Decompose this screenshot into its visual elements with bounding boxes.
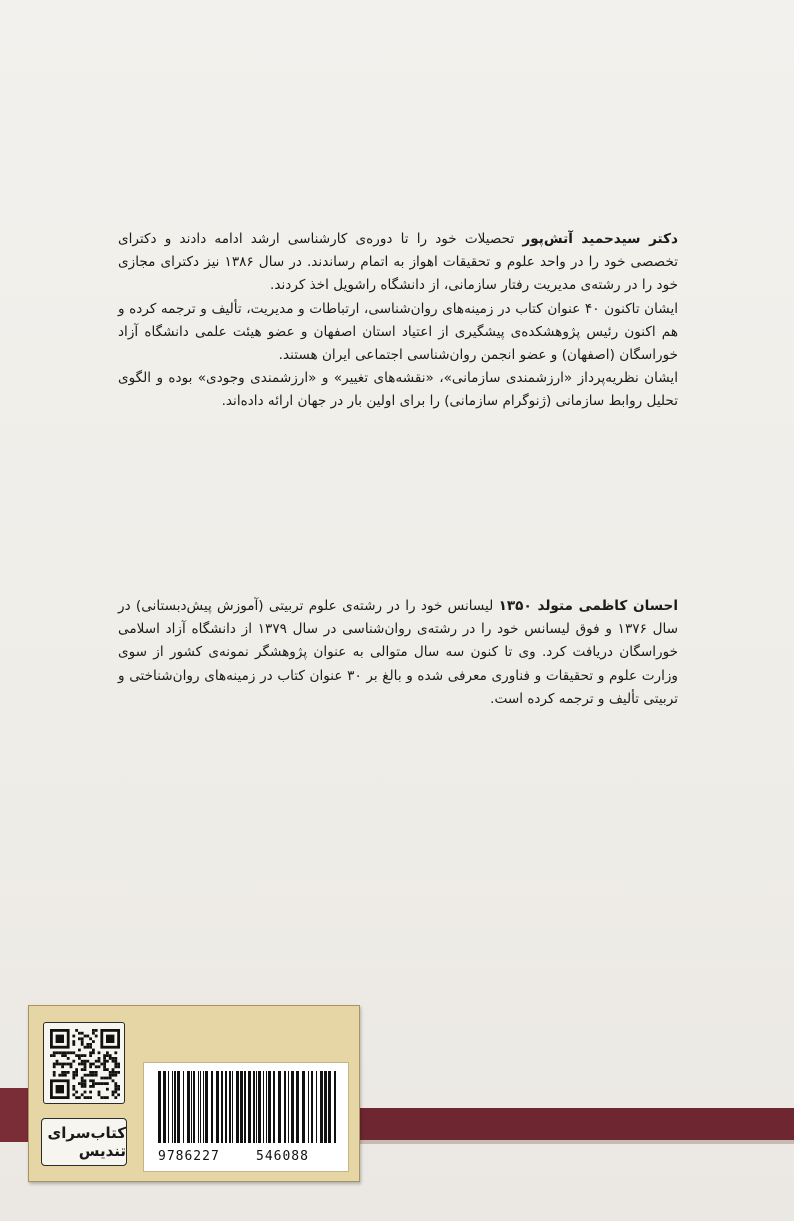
barcode [143, 1062, 349, 1172]
price-sticker [28, 1005, 360, 1182]
maroon-band-right [353, 1108, 794, 1140]
bio-paragraph-3: ایشان نظریه‌پرداز «ارزشمندی سازمانی»، «نقشه‌های تغییر» و «ارزشمندی وجودی» بوده و الگوی تحلیل روابط سازمانی (ژنوگرام سازمانی) را برای اولین بار در جهان ارائه داده‌اند. [118, 370, 678, 410]
qr-code[interactable] [43, 1022, 125, 1104]
shop-logo [41, 1118, 127, 1166]
bio-text-4: لیسانس خود را در رشته‌ی علوم تربیتی (آموزش پیش‌دبستانی) در سال ۱۳۷۶ و فوق لیسانس خود را در رشته‌ی روان‌شناسی در سال ۱۳۷۹ از دانشگاه آزاد اسلامی خوراسگان دریافت کرد. وی تا کنون سه سال متوالی به عنوان پژوهشگر نمونه‌ی کشور از سوی وزارت علوم و تحقیقات و فناوری معرفی شده و بالغ بر ۳۰ عنوان کتاب در زمینه‌های روان‌شناختی و تربیتی تألیف و ترجمه کرده است. [118, 598, 679, 707]
bio-paragraph-4 [118, 595, 678, 711]
author-name-atashpour: دکتر سیدحمید آتش‌پور [522, 231, 678, 247]
qr-code-icon [50, 1029, 120, 1099]
author-bio-atashpour [118, 228, 678, 414]
author-bio-kazemi [118, 595, 678, 711]
band-shadow [353, 1140, 794, 1144]
isbn-right: 546088 [256, 1149, 309, 1164]
shop-name: کتاب‌سرای تندیس [47, 1124, 126, 1160]
author-name-kazemi: احسان کاظمی متولد ۱۳۵۰ [498, 598, 678, 614]
isbn-left: 9786227 [158, 1149, 220, 1164]
maroon-band-left [0, 1088, 30, 1142]
bio-paragraph-1 [118, 228, 678, 298]
bio-paragraph-2: ایشان تاکنون ۴۰ عنوان کتاب در زمینه‌های روان‌شناسی، ارتباطات و مدیریت، تألیف و ترجمه کرده و هم اکنون رئیس پژوهشکده‌ی پیشگیری از اعتیاد استان اصفهان و عضو هیئت علمی دانشگاه آزاد خوراسگان (اصفهان) و عضو انجمن روان‌شناسی اجتماعی ایران هستند. [118, 300, 678, 364]
bio-text-1: تحصیلات خود را تا دوره‌ی کارشناسی ارشد ادامه دادند و دکترای تخصصی خود را در واحد علوم و تحقیقات اهواز به اتمام رساندند. در سال ۱۳۸۶ نیز دکترای مجازی خود را در رشته‌ی مدیریت رفتار سازمانی، از دانشگاه راشویل اخذ کردند. [118, 231, 679, 294]
barcode-icon [152, 1069, 342, 1147]
